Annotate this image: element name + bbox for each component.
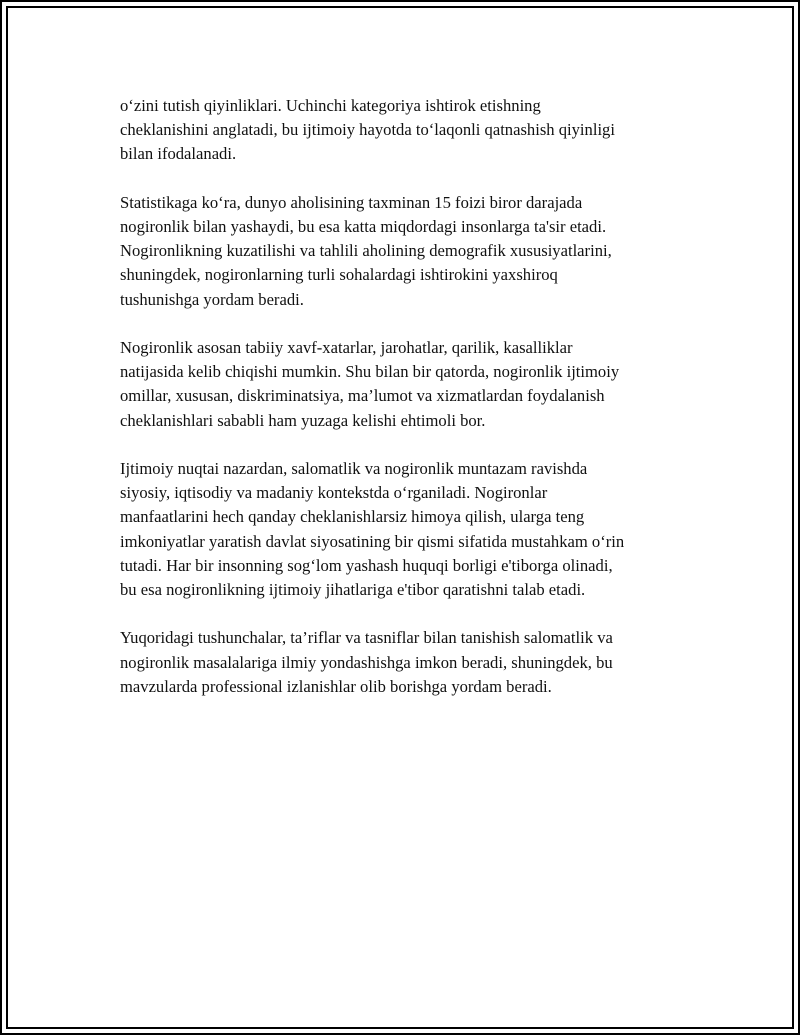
paragraph-1: o‘zini tutish qiyinliklari. Uchinchi kategoriya ishtirok etishning cheklanishini anglatadi, bu ijtimoiy hayotda to‘laqonli qatnashish qiyinligi bilan ifodalanadi. <box>120 96 615 164</box>
paragraph-5: Yuqoridagi tushunchalar, ta’riflar va tasniflar bilan tanishish salomatlik va nogironlik masalalariga ilmiy yondashishga imkon beradi, shuningdek, bu mavzularda professional izlanishlar olib borishga yordam beradi. <box>120 628 613 696</box>
paragraph-4: Ijtimoiy nuqtai nazardan, salomatlik va nogironlik muntazam ravishda siyosiy, iqtisodiy va madaniy kontekstda o‘rganiladi. Nogironlar manfaatlarini hech qanday cheklanishlarsiz himoya qilish, ularga teng imkoniyatlar yaratish davlat siyosatining bir qismi sifatida mustahkam o‘rin tutadi. Har bir insonning sog‘lom yashash huquqi borligi e'tiborga olinadi, bu esa nogironlikning ijtimoiy jihatlariga e'tibor qaratishni talab etadi. <box>120 459 625 600</box>
paragraph-3: Nogironlik asosan tabiiy xavf-xatarlar, jarohatlar, qarilik, kasalliklar natijasida kelib chiqishi mumkin. Shu bilan bir qatorda, nogironlik ijtimoiy omillar, xususan, diskriminatsiya, ma’lumot va xizmatlardan foydalanish cheklanishlari sababli ham yuzaga kelishi ehtimoli bor. <box>120 338 620 430</box>
paragraph-2: Statistikaga ko‘ra, dunyo aholisining taxminan 15 foizi biror darajada nogironlik bilan yashaydi, bu esa katta miqdordagi insonlarga ta'sir etadi. Nogironlikning kuzatilishi va tahlili aholining demografik xususiyatlarini, shuningdek, nogironlarning turli sohalardagi ishtirokini yaxshiroq tushunishga yordam beradi. <box>120 192 612 309</box>
document-body <box>120 94 686 723</box>
